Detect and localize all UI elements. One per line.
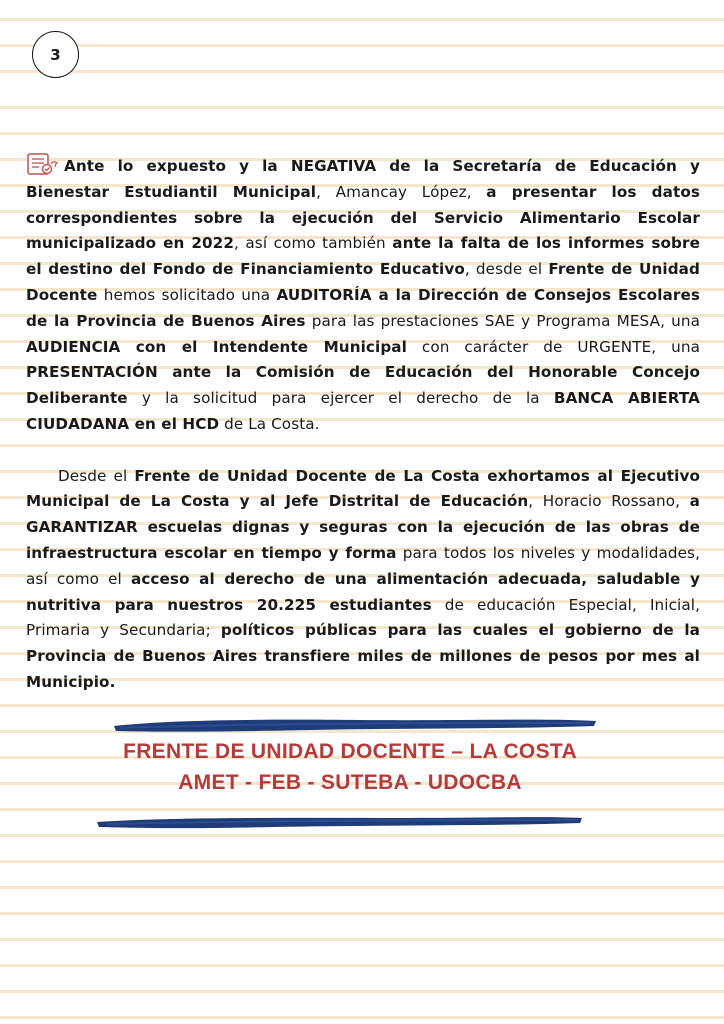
text-bold: AUDITORÍA a la Dirección de Consejos Escolares de la Provincia de Buenos Aires xyxy=(26,285,700,330)
document-body xyxy=(26,153,700,696)
text: de La Costa. xyxy=(219,414,320,433)
text-bold: a GARANTIZAR escuelas dignas y seguras con la ejecución de las obras de infraestructura escolar en tiempo y forma xyxy=(26,492,701,562)
text: hemos solicitado una xyxy=(97,285,277,304)
document-signature-icon xyxy=(26,153,62,175)
text-bold: Frente de Unidad Docente xyxy=(26,260,700,304)
text: de educación Especial, Inicial, Primaria y Secundaria; xyxy=(26,595,700,640)
brush-stroke-bottom xyxy=(94,812,586,832)
footer-title: FRENTE DE UNIDAD DOCENTE – LA COSTA xyxy=(123,740,577,763)
text: con carácter de URGENTE, una xyxy=(406,337,700,356)
text-bold: políticos públicas para las cuales el gobierno de la Provincia de Buenos Aires transfiere miles de millones de pesos por mes al Municipio. xyxy=(26,621,701,691)
text: , Horacio Rossano, xyxy=(528,492,690,511)
paragraph-2 xyxy=(26,464,700,696)
text: Desde el xyxy=(58,466,135,485)
text-bold: acceso al derecho de una alimentación adecuada, saludable y nutritiva para nuestros 20.225 estudiantes xyxy=(26,569,700,614)
page-number xyxy=(32,31,79,78)
text-bold: BANCA ABIERTA CIUDADANA en el HCD xyxy=(26,389,700,433)
text-bold: AUDIENCIA con el Intendente Municipal xyxy=(26,337,407,356)
page-number-text: 3 xyxy=(50,45,61,64)
footer-signature xyxy=(90,710,610,835)
text: y la solicitud para ejercer el derecho de la xyxy=(127,389,554,408)
text-bold: Ante lo expuesto y la NEGATIVA de la Secretaría de Educación y Bienestar Estudiantil Municipal xyxy=(26,157,700,201)
text-bold: a presentar los datos correspondientes sobre la ejecución del Servicio Alimentario Escolar municipalizado en 2022 xyxy=(26,182,700,253)
text: , así como también xyxy=(234,234,393,253)
footer-unions: AMET - FEB - SUTEBA - UDOCBA xyxy=(178,771,522,794)
text: , desde el xyxy=(464,260,549,279)
text: para las prestaciones SAE y Programa MESA, una xyxy=(305,311,700,330)
paragraph-1 xyxy=(26,153,700,438)
brush-stroke-top xyxy=(110,713,600,735)
text: , Amancay López, xyxy=(316,182,487,201)
text: para todos los niveles y modalidades, así como el xyxy=(26,543,700,588)
text-bold: PRESENTACIÓN ante la Comisión de Educación del Honorable Concejo Deliberante xyxy=(26,363,700,408)
text-bold: ante la falta de los informes sobre el destino del Fondo de Financiamiento Educativo xyxy=(26,234,700,279)
text-bold: Frente de Unidad Docente de La Costa exhortamos al Ejecutivo Municipal de La Costa y al Jefe Distrital de Educación xyxy=(26,466,700,511)
